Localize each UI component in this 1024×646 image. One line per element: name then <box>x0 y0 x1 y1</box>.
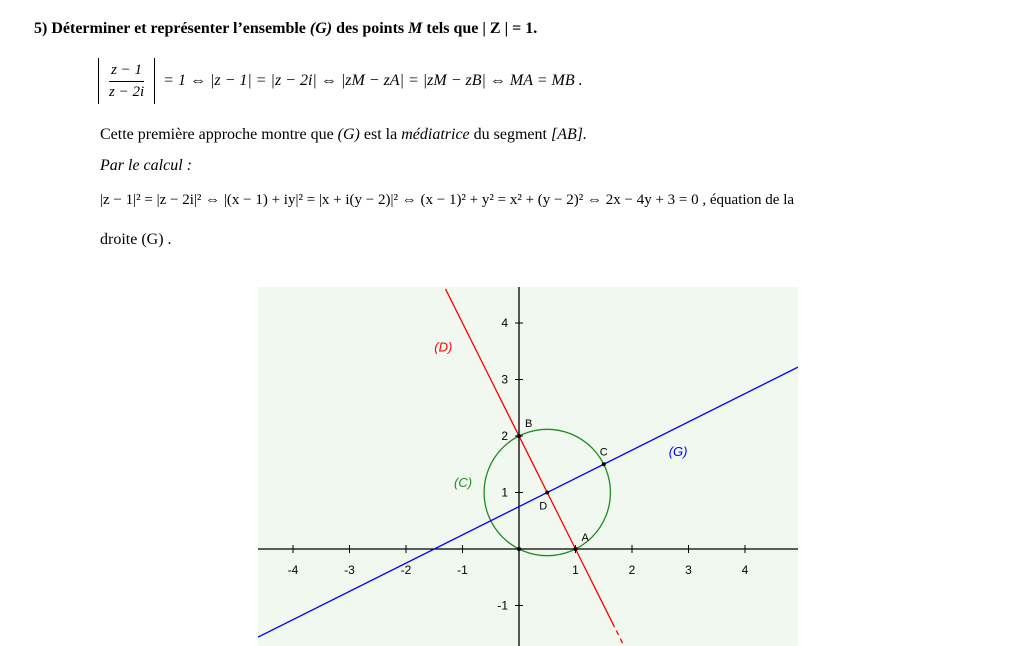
heading-text-c: tels que <box>426 20 479 37</box>
point-label-a: A <box>581 532 589 544</box>
x-tick-label: -2 <box>400 563 412 577</box>
equation-continuation: droite (G) . <box>100 231 172 248</box>
line-g <box>258 367 798 637</box>
y-tick-label: 1 <box>501 485 508 500</box>
text1-b: est la <box>363 126 398 143</box>
y-tick-label: -1 <box>497 598 508 613</box>
point-marker <box>517 434 521 438</box>
point-marker <box>602 462 606 466</box>
text1-a: Cette première approche montre que <box>100 126 334 143</box>
circle-c-label: (C) <box>454 474 473 490</box>
line-d <box>446 289 613 622</box>
text-first-approach <box>100 126 587 144</box>
question-number: 5) <box>34 20 48 37</box>
x-tick-label: 4 <box>741 563 749 577</box>
heading-condition: | Z | = 1. <box>482 20 538 37</box>
line-g-label: (G) <box>668 443 688 459</box>
question-heading <box>34 20 537 38</box>
x-tick-label: 2 <box>628 563 636 577</box>
x-tick-label: -3 <box>344 563 355 577</box>
x-tick-label: -4 <box>287 563 299 577</box>
line-d-label: (D) <box>434 339 453 355</box>
text1-term: médiatrice <box>401 126 470 143</box>
y-tick-label: 3 <box>501 372 508 387</box>
x-tick-label: -1 <box>457 563 468 577</box>
text1-set: (G) <box>337 126 360 143</box>
abs-bar-left <box>98 58 99 104</box>
equation-modulus-rest: = 1 ⇔ |z − 1| = |z − 2i| ⇔ |zM − zA| = |zM − zB| ⇔ MA = MB . <box>163 72 583 89</box>
y-tick-label: 4 <box>501 316 508 330</box>
text1-segment: [AB]. <box>550 126 587 143</box>
geometry-graph <box>258 287 798 646</box>
y-tick-label: 2 <box>501 429 508 443</box>
heading-text-b: des points <box>336 20 405 37</box>
point-label-c: C <box>599 446 608 459</box>
x-tick-label: 1 <box>572 563 579 577</box>
by-calculation-label: Par le calcul : <box>100 157 192 174</box>
equation-modulus <box>98 56 583 106</box>
point-marker <box>545 491 549 495</box>
point-label-d: D <box>539 500 548 513</box>
fraction-denominator: z − 2i <box>109 83 145 100</box>
heading-point: M <box>408 20 423 37</box>
fraction-numerator: z − 1 <box>109 62 144 82</box>
equation-calculation: |z − 1|² = |z − 2i|² ⇔ |(x − 1) + iy|² = |x + i(y − 2)|² ⇔ (x − 1)² + y² = x² + (y − 2)² ⇔ 2x − 4y + 3 = 0 , équation de la <box>100 192 795 208</box>
point-label-b: B <box>525 418 533 430</box>
abs-bar-right <box>154 58 155 104</box>
line-d-dashed <box>612 622 625 646</box>
point-marker <box>574 547 578 551</box>
point-marker <box>517 547 521 551</box>
x-tick-label: 3 <box>685 563 692 577</box>
heading-set: (G) <box>309 20 333 37</box>
text1-c: du segment <box>473 126 547 143</box>
heading-text-a: Déterminer et représenter l’ensemble <box>51 20 306 37</box>
fraction <box>109 62 144 101</box>
